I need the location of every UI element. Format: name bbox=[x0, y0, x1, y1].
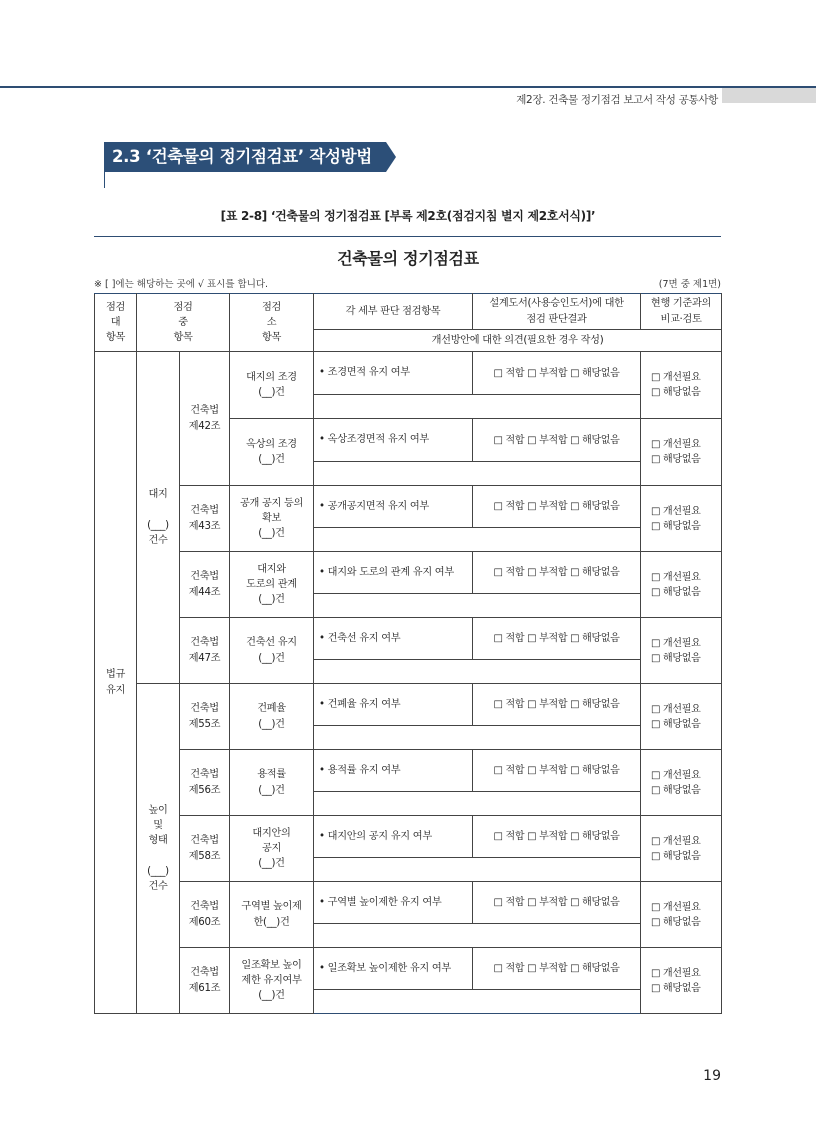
compare-checkboxes[interactable]: □ 개선필요 □ 해당없음 bbox=[641, 882, 722, 948]
minor-item: 대지의 조경 (__)건 bbox=[230, 352, 314, 419]
doc-title: 건축물의 정기점검표 bbox=[337, 249, 479, 268]
minor-item: 용적률 (__)건 bbox=[230, 750, 314, 816]
opinion-field[interactable] bbox=[314, 528, 641, 552]
detail-item: • 용적률 유지 여부 bbox=[314, 750, 473, 792]
detail-item: • 구역별 높이제한 유지 여부 bbox=[314, 882, 473, 924]
result-checkboxes[interactable]: □ 적합 □ 부적합 □ 해당없음 bbox=[473, 352, 641, 395]
chapter-title: 제2장. 건축물 정기점검 보고서 작성 공통사항 bbox=[516, 94, 718, 106]
compare-checkboxes[interactable]: □ 개선필요 □ 해당없음 bbox=[641, 486, 722, 552]
compare-checkboxes[interactable]: □ 개선필요 □ 해당없음 bbox=[641, 618, 722, 684]
result-checkboxes[interactable]: □ 적합 □ 부적합 □ 해당없음 bbox=[473, 882, 641, 924]
section-title-tick bbox=[104, 172, 105, 188]
minor-item: 건축선 유지 (__)건 bbox=[230, 618, 314, 684]
detail-item: • 건축선 유지 여부 bbox=[314, 618, 473, 660]
header-minor-item: 점검 소 항목 bbox=[230, 294, 314, 352]
minor-item: 건폐율 (__)건 bbox=[230, 684, 314, 750]
opinion-field[interactable] bbox=[314, 594, 641, 618]
minor-item: 일조확보 높이 제한 유지여부 (__)건 bbox=[230, 948, 314, 1014]
doc-page-info: (7면 중 제1면) bbox=[658, 279, 721, 290]
opinion-field[interactable] bbox=[314, 395, 641, 419]
law-label: 건축법 제43조 bbox=[180, 486, 230, 552]
page-number: 19 bbox=[703, 1068, 721, 1084]
group-label-height: 높이 및 형태 (___) 건수 bbox=[137, 684, 180, 1014]
minor-item: 대지와 도로의 관계 (__)건 bbox=[230, 552, 314, 618]
compare-checkboxes[interactable]: □ 개선필요 □ 해당없음 bbox=[641, 552, 722, 618]
law-label: 건축법 제60조 bbox=[180, 882, 230, 948]
law-label: 건축법 제61조 bbox=[180, 948, 230, 1014]
opinion-field[interactable] bbox=[314, 792, 641, 816]
detail-item: • 조경면적 유지 여부 bbox=[314, 352, 473, 395]
law-label: 건축법 제44조 bbox=[180, 552, 230, 618]
detail-item: • 옥상조경면적 유지 여부 bbox=[314, 419, 473, 462]
compare-checkboxes[interactable]: □ 개선필요 □ 해당없음 bbox=[641, 750, 722, 816]
detail-item: • 건폐율 유지 여부 bbox=[314, 684, 473, 726]
table-caption: [표 2-8] ‘건축물의 정기점검표 [부록 제2호(점검지침 별지 제2호서식)]’ bbox=[220, 209, 596, 223]
law-label: 건축법 제42조 bbox=[180, 352, 230, 486]
major-item-label: 법규 유지 bbox=[95, 352, 137, 1014]
compare-checkboxes[interactable]: □ 개선필요 □ 해당없음 bbox=[641, 352, 722, 419]
result-checkboxes[interactable]: □ 적합 □ 부적합 □ 해당없음 bbox=[473, 486, 641, 528]
header-detail-item: 각 세부 판단 점검항목 bbox=[314, 294, 473, 330]
inspection-table bbox=[94, 293, 722, 1014]
opinion-field[interactable] bbox=[314, 990, 641, 1014]
minor-item: 구역별 높이제 한(__)건 bbox=[230, 882, 314, 948]
detail-item: • 대지안의 공지 유지 여부 bbox=[314, 816, 473, 858]
result-checkboxes[interactable]: □ 적합 □ 부적합 □ 해당없음 bbox=[473, 419, 641, 462]
opinion-field[interactable] bbox=[314, 462, 641, 486]
result-checkboxes[interactable]: □ 적합 □ 부적합 □ 해당없음 bbox=[473, 684, 641, 726]
detail-item: • 공개공지면적 유지 여부 bbox=[314, 486, 473, 528]
header-accent-bar bbox=[722, 88, 816, 103]
header-major-item: 점검 대 항목 bbox=[95, 294, 137, 352]
doc-top-rule bbox=[94, 236, 721, 237]
result-checkboxes[interactable]: □ 적합 □ 부적합 □ 해당없음 bbox=[473, 816, 641, 858]
law-label: 건축법 제55조 bbox=[180, 684, 230, 750]
minor-item: 공개 공지 등의 확보 (__)건 bbox=[230, 486, 314, 552]
section-title: 2.3 ‘건축물의 정기점검표’ 작성방법 bbox=[104, 142, 386, 172]
opinion-field[interactable] bbox=[314, 924, 641, 948]
law-label: 건축법 제56조 bbox=[180, 750, 230, 816]
compare-checkboxes[interactable]: □ 개선필요 □ 해당없음 bbox=[641, 419, 722, 486]
header-result: 설계도서(사용승인도서)에 대한 점검 판단결과 bbox=[473, 294, 641, 330]
compare-checkboxes[interactable]: □ 개선필요 □ 해당없음 bbox=[641, 684, 722, 750]
group-label-site: 대지 (___) 건수 bbox=[137, 352, 180, 684]
doc-note: ※ [ ]에는 해당하는 곳에 √ 표시를 합니다. bbox=[94, 279, 269, 290]
minor-item: 옥상의 조경 (__)건 bbox=[230, 419, 314, 486]
compare-checkboxes[interactable]: □ 개선필요 □ 해당없음 bbox=[641, 816, 722, 882]
header-middle-item: 점검 중 항목 bbox=[137, 294, 230, 352]
detail-item: • 대지와 도로의 관계 유지 여부 bbox=[314, 552, 473, 594]
opinion-field[interactable] bbox=[314, 858, 641, 882]
compare-checkboxes[interactable]: □ 개선필요 □ 해당없음 bbox=[641, 948, 722, 1014]
header-opinion: 개선방안에 대한 의견(필요한 경우 작성) bbox=[314, 330, 722, 352]
law-label: 건축법 제58조 bbox=[180, 816, 230, 882]
opinion-field[interactable] bbox=[314, 726, 641, 750]
result-checkboxes[interactable]: □ 적합 □ 부적합 □ 해당없음 bbox=[473, 750, 641, 792]
header-rule bbox=[0, 86, 816, 88]
law-label: 건축법 제47조 bbox=[180, 618, 230, 684]
result-checkboxes[interactable]: □ 적합 □ 부적합 □ 해당없음 bbox=[473, 618, 641, 660]
result-checkboxes[interactable]: □ 적합 □ 부적합 □ 해당없음 bbox=[473, 948, 641, 990]
result-checkboxes[interactable]: □ 적합 □ 부적합 □ 해당없음 bbox=[473, 552, 641, 594]
header-compare: 현행 기준과의 비교·검토 bbox=[641, 294, 722, 330]
opinion-field[interactable] bbox=[314, 660, 641, 684]
minor-item: 대지안의 공지 (__)건 bbox=[230, 816, 314, 882]
detail-item: • 일조확보 높이제한 유지 여부 bbox=[314, 948, 473, 990]
